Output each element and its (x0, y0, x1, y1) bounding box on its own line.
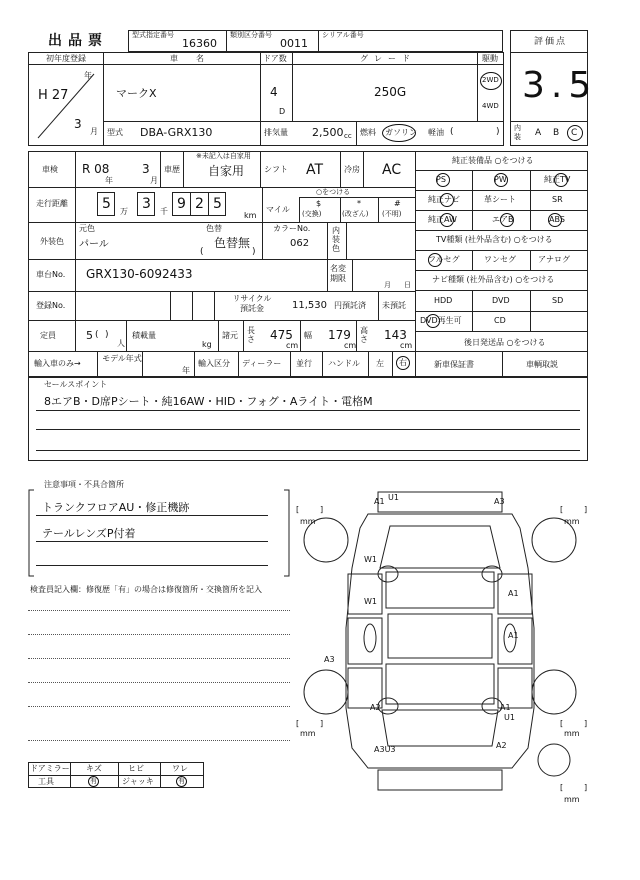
equipment-title: 純正装備品 ○をつける (452, 156, 534, 165)
diagram-mark-8: A3 (324, 655, 335, 664)
sales-point-block (28, 377, 588, 461)
inspection-month-unit: 月 (150, 176, 158, 185)
class-number-value: 0011 (280, 37, 308, 50)
color-label: 外装色 (40, 237, 64, 246)
shift-label: シフト (264, 165, 288, 174)
inspection-label: 車検 (42, 165, 58, 174)
deadline-label: 名変期限 (330, 264, 346, 283)
equip-tv-circle (554, 173, 568, 187)
inspector-lines (28, 610, 290, 741)
diagram-mark-9: A2 (370, 703, 381, 712)
capacity-value: 5 (86, 329, 93, 342)
sales-point-label: セールスポイント (44, 380, 108, 389)
exchange-sym: $ (316, 199, 322, 208)
inspection-month: 3 (142, 162, 150, 176)
car-name-value: マークX (116, 87, 157, 100)
diagram-mark-4: W1 (364, 555, 377, 564)
navi-dvd-play-circle (426, 314, 440, 328)
unknown-sym: # (394, 199, 401, 208)
recycle-status: 円預託済 (334, 301, 366, 310)
class-number-label: 類別区分番号 (230, 31, 272, 39)
tools-label: 工具 (38, 777, 54, 786)
color-change-value: 色替無 (214, 236, 251, 250)
import-label: 輸入車のみ→ (34, 359, 81, 368)
deadline-day: 日 (404, 281, 411, 289)
color-paren: ( (200, 247, 204, 257)
later-warranty: 新車保証書 (434, 360, 474, 369)
fuel-paren-end: ) (496, 127, 500, 137)
mileage-label: 走行距離 (36, 199, 68, 208)
interior-a: A (535, 128, 542, 138)
model-value: DBA-GRX130 (140, 126, 213, 139)
score-label: 評価点 (534, 37, 568, 47)
scratch-label: キズ (86, 764, 102, 773)
interior-b: B (553, 128, 560, 138)
orig-color-label: 元色 (79, 224, 95, 233)
car-name-label: 車名 (170, 54, 222, 63)
mm-fr: mm (564, 517, 580, 526)
fuel-diesel: 軽油 (428, 128, 444, 137)
diagram-mark-5: W1 (364, 597, 377, 606)
equip-airbag: エアB (492, 215, 514, 224)
diagram-mark-6: A1 (508, 589, 519, 598)
notes-line-2: テールレンズP付着 (42, 527, 136, 540)
reg-no-label: 登録No. (36, 301, 66, 310)
capacity-label: 定員 (40, 331, 56, 340)
equip-pw-circle (494, 173, 508, 187)
doors-sub: D (279, 107, 286, 116)
interior-label: 内装 (514, 124, 521, 141)
load-label: 積載量 (132, 331, 156, 340)
length-value: 475 (270, 328, 293, 342)
drive-4wd: 4WD (482, 102, 499, 110)
dims-label: 諸元 (222, 331, 238, 340)
color-code-label: カラーNo. (273, 224, 311, 233)
deadline-month: 月 (384, 281, 391, 289)
mileage-unit: km (244, 211, 257, 220)
handle-label: ハンドル (328, 359, 360, 368)
reg-month-value: 3 (74, 117, 82, 131)
parallel-label: 並行 (296, 359, 312, 368)
recycle-label: リサイクル預託金 (232, 294, 272, 313)
navi-dvd-play: DVD再生可 (420, 316, 462, 325)
grade-label: グレード (360, 54, 416, 63)
mileage-d4: 2 (195, 196, 204, 212)
doors-label: ドア数 (263, 54, 287, 63)
inspection-year-unit: 年 (105, 176, 113, 185)
mileage-d2: 3 (142, 196, 151, 212)
later-manual: 車輌取説 (526, 360, 558, 369)
equip-airbag-circle (500, 213, 514, 227)
mileage-u1: 万 (120, 207, 128, 216)
type-number-value: 16360 (182, 37, 217, 50)
history-note: ※未記入は自家用 (196, 152, 251, 160)
tv-title: TV種類 (社外品含む) ○をつける (436, 235, 553, 244)
tamper-label: (改ざん) (342, 210, 369, 218)
diagram-mark-1: A1 (374, 497, 385, 506)
mm-fl: mm (300, 517, 316, 526)
tv-fullseg: フルセグ (428, 255, 460, 264)
handle-right: 右 (399, 358, 407, 367)
diagram-mark-13: A2 (496, 741, 507, 750)
tamper-sym: * (357, 199, 361, 208)
equip-ps: PS (436, 175, 446, 184)
diagram-mark-3: A3 (494, 497, 505, 506)
mm-spare: mm (564, 795, 580, 804)
svg-text:]: ] (584, 505, 588, 514)
mileage-d1: 5 (102, 196, 111, 212)
jack-label: ジャッキ (122, 777, 154, 786)
equip-pw: PW (494, 175, 507, 184)
navi-cd: CD (494, 316, 506, 325)
jack-yes: 有 (178, 777, 185, 785)
equip-abs: ABS (549, 215, 565, 224)
model-year-label: モデル年式 (102, 354, 142, 363)
svg-text:[: [ (560, 783, 564, 792)
ac-label: 冷房 (344, 165, 360, 174)
svg-text:[: [ (296, 505, 300, 514)
height-value: 143 (384, 328, 407, 342)
capacity-paren: ( (95, 330, 99, 340)
equip-leather: 革シート (484, 195, 516, 204)
inspection-value: R 08 (82, 162, 110, 176)
score-value: 3.5 (522, 65, 598, 106)
equip-tv: 純正TV (544, 175, 571, 184)
sheet-title: 出品票 (48, 33, 108, 49)
svg-text:[: [ (560, 505, 564, 514)
navi-hdd: HDD (434, 296, 453, 305)
equip-abs-circle (548, 213, 562, 227)
displacement-value: 2,500 (312, 126, 344, 139)
equip-aw: 純正AW (428, 215, 457, 224)
history-label: 車歴 (164, 165, 180, 174)
fuel-label: 燃料 (360, 128, 376, 137)
displacement-unit: cc (344, 132, 352, 140)
recycle-unpaid: 未預託 (382, 301, 406, 310)
mm-rl: mm (300, 729, 316, 738)
drive-2wd: 2WD (482, 76, 499, 84)
reg-era-value: H 27 (38, 88, 69, 103)
door-mirror-label: ドアミラー (30, 764, 70, 773)
mileage-mark-note: ○をつける (316, 188, 351, 196)
width-value: 179 (328, 328, 351, 342)
history-value: 自家用 (208, 164, 245, 178)
serial-number-label: シリアル番号 (322, 31, 364, 39)
interior-color-label: 内装色 (332, 226, 340, 253)
capacity-unit: 人 (117, 339, 125, 348)
mile-label: マイル (266, 205, 290, 214)
shift-value: AT (306, 162, 324, 178)
equip-sr: SR (552, 195, 563, 204)
notes-line-1: トランクフロアAU・修正機跡 (42, 501, 190, 514)
width-label: 幅 (304, 331, 312, 340)
tv-oneseg: ワンセグ (484, 255, 516, 264)
first-registration-label: 初年度登録 (46, 54, 86, 63)
equip-ps-circle (436, 173, 450, 187)
length-label: 長さ (247, 326, 255, 344)
ac-value: AC (382, 162, 402, 178)
mileage-d5: 5 (213, 196, 222, 212)
doors-value: 4 (270, 85, 278, 99)
break-label: ワレ (172, 764, 188, 773)
svg-text:]: ] (584, 719, 588, 728)
inspector-label: 検査員記入欄：修復歴「有」の場合は修復箇所・交換箇所を記入 (30, 585, 262, 594)
chassis-label: 車台No. (36, 270, 66, 279)
reg-month-unit: 月 (90, 127, 98, 136)
color-paren-end: ) (252, 247, 256, 257)
navi-title: ナビ種類 (社外品含む) ○をつける (432, 275, 555, 284)
interior-c: C (571, 128, 578, 138)
dealer-label: ディーラー (242, 359, 282, 368)
model-label: 型式 (107, 128, 123, 137)
handle-left: 左 (376, 359, 384, 368)
length-unit: cm (286, 341, 299, 350)
recycle-value: 11,530 (292, 300, 327, 311)
import-division-label: 輸入区分 (198, 359, 230, 368)
drive-label: 駆動 (482, 54, 498, 63)
equip-navi-circle (440, 193, 454, 207)
fuel-paren: ( (450, 127, 454, 137)
svg-text:[: [ (560, 719, 564, 728)
load-unit: kg (202, 340, 212, 349)
crack-label: ヒビ (128, 764, 144, 773)
unknown-label: (不明) (382, 210, 402, 218)
car-damage-diagram (290, 478, 590, 808)
capacity-paren-end: ) (105, 330, 109, 340)
grade-value: 250G (374, 85, 407, 99)
mileage-u2: 千 (160, 207, 168, 216)
svg-text:[: [ (296, 719, 300, 728)
navi-sd: SD (552, 296, 564, 305)
fuel-gasoline: ガソリン (385, 128, 417, 137)
model-year-unit: 年 (182, 366, 190, 375)
svg-text:]: ] (584, 783, 588, 792)
equip-aw-circle (440, 213, 454, 227)
diagram-mark-11: U1 (504, 713, 515, 722)
tools-yes: 有 (90, 777, 97, 785)
diagram-mark-2: U1 (388, 493, 399, 502)
reg-year-unit: 年 (84, 71, 92, 80)
tv-fullseg-circle (428, 253, 442, 267)
exchange-label: (交換) (302, 210, 322, 218)
sales-point-text: 8エアB・D席Pシート・純16AW・HID・フォグ・Aライト・電格M (44, 395, 373, 408)
notes-label: 注意事項・不具合箇所 (44, 480, 124, 489)
height-unit: cm (400, 341, 413, 350)
mileage-d3: 9 (177, 196, 186, 212)
width-unit: cm (344, 341, 357, 350)
diagram-mark-7: A1 (508, 631, 519, 640)
diagram-mark-12: A3U3 (374, 745, 396, 754)
equip-navi: 純正ナビ (428, 195, 460, 204)
svg-text:]: ] (320, 505, 324, 514)
mm-rr: mm (564, 729, 580, 738)
orig-color-value: パール (79, 239, 109, 250)
tv-analog: アナログ (538, 255, 570, 264)
diagram-mark-10: A1 (500, 703, 511, 712)
displacement-label: 排気量 (264, 128, 288, 137)
chassis-value: GRX130-6092433 (86, 267, 193, 281)
type-number-label: 型式指定番号 (132, 31, 174, 39)
color-change-label: 色替 (206, 224, 222, 233)
svg-text:]: ] (320, 719, 324, 728)
height-label: 高さ (360, 326, 368, 344)
color-code-value: 062 (290, 238, 310, 249)
later-title: 後日発送品 ○をつける (464, 338, 546, 347)
navi-dvd: DVD (492, 296, 510, 305)
